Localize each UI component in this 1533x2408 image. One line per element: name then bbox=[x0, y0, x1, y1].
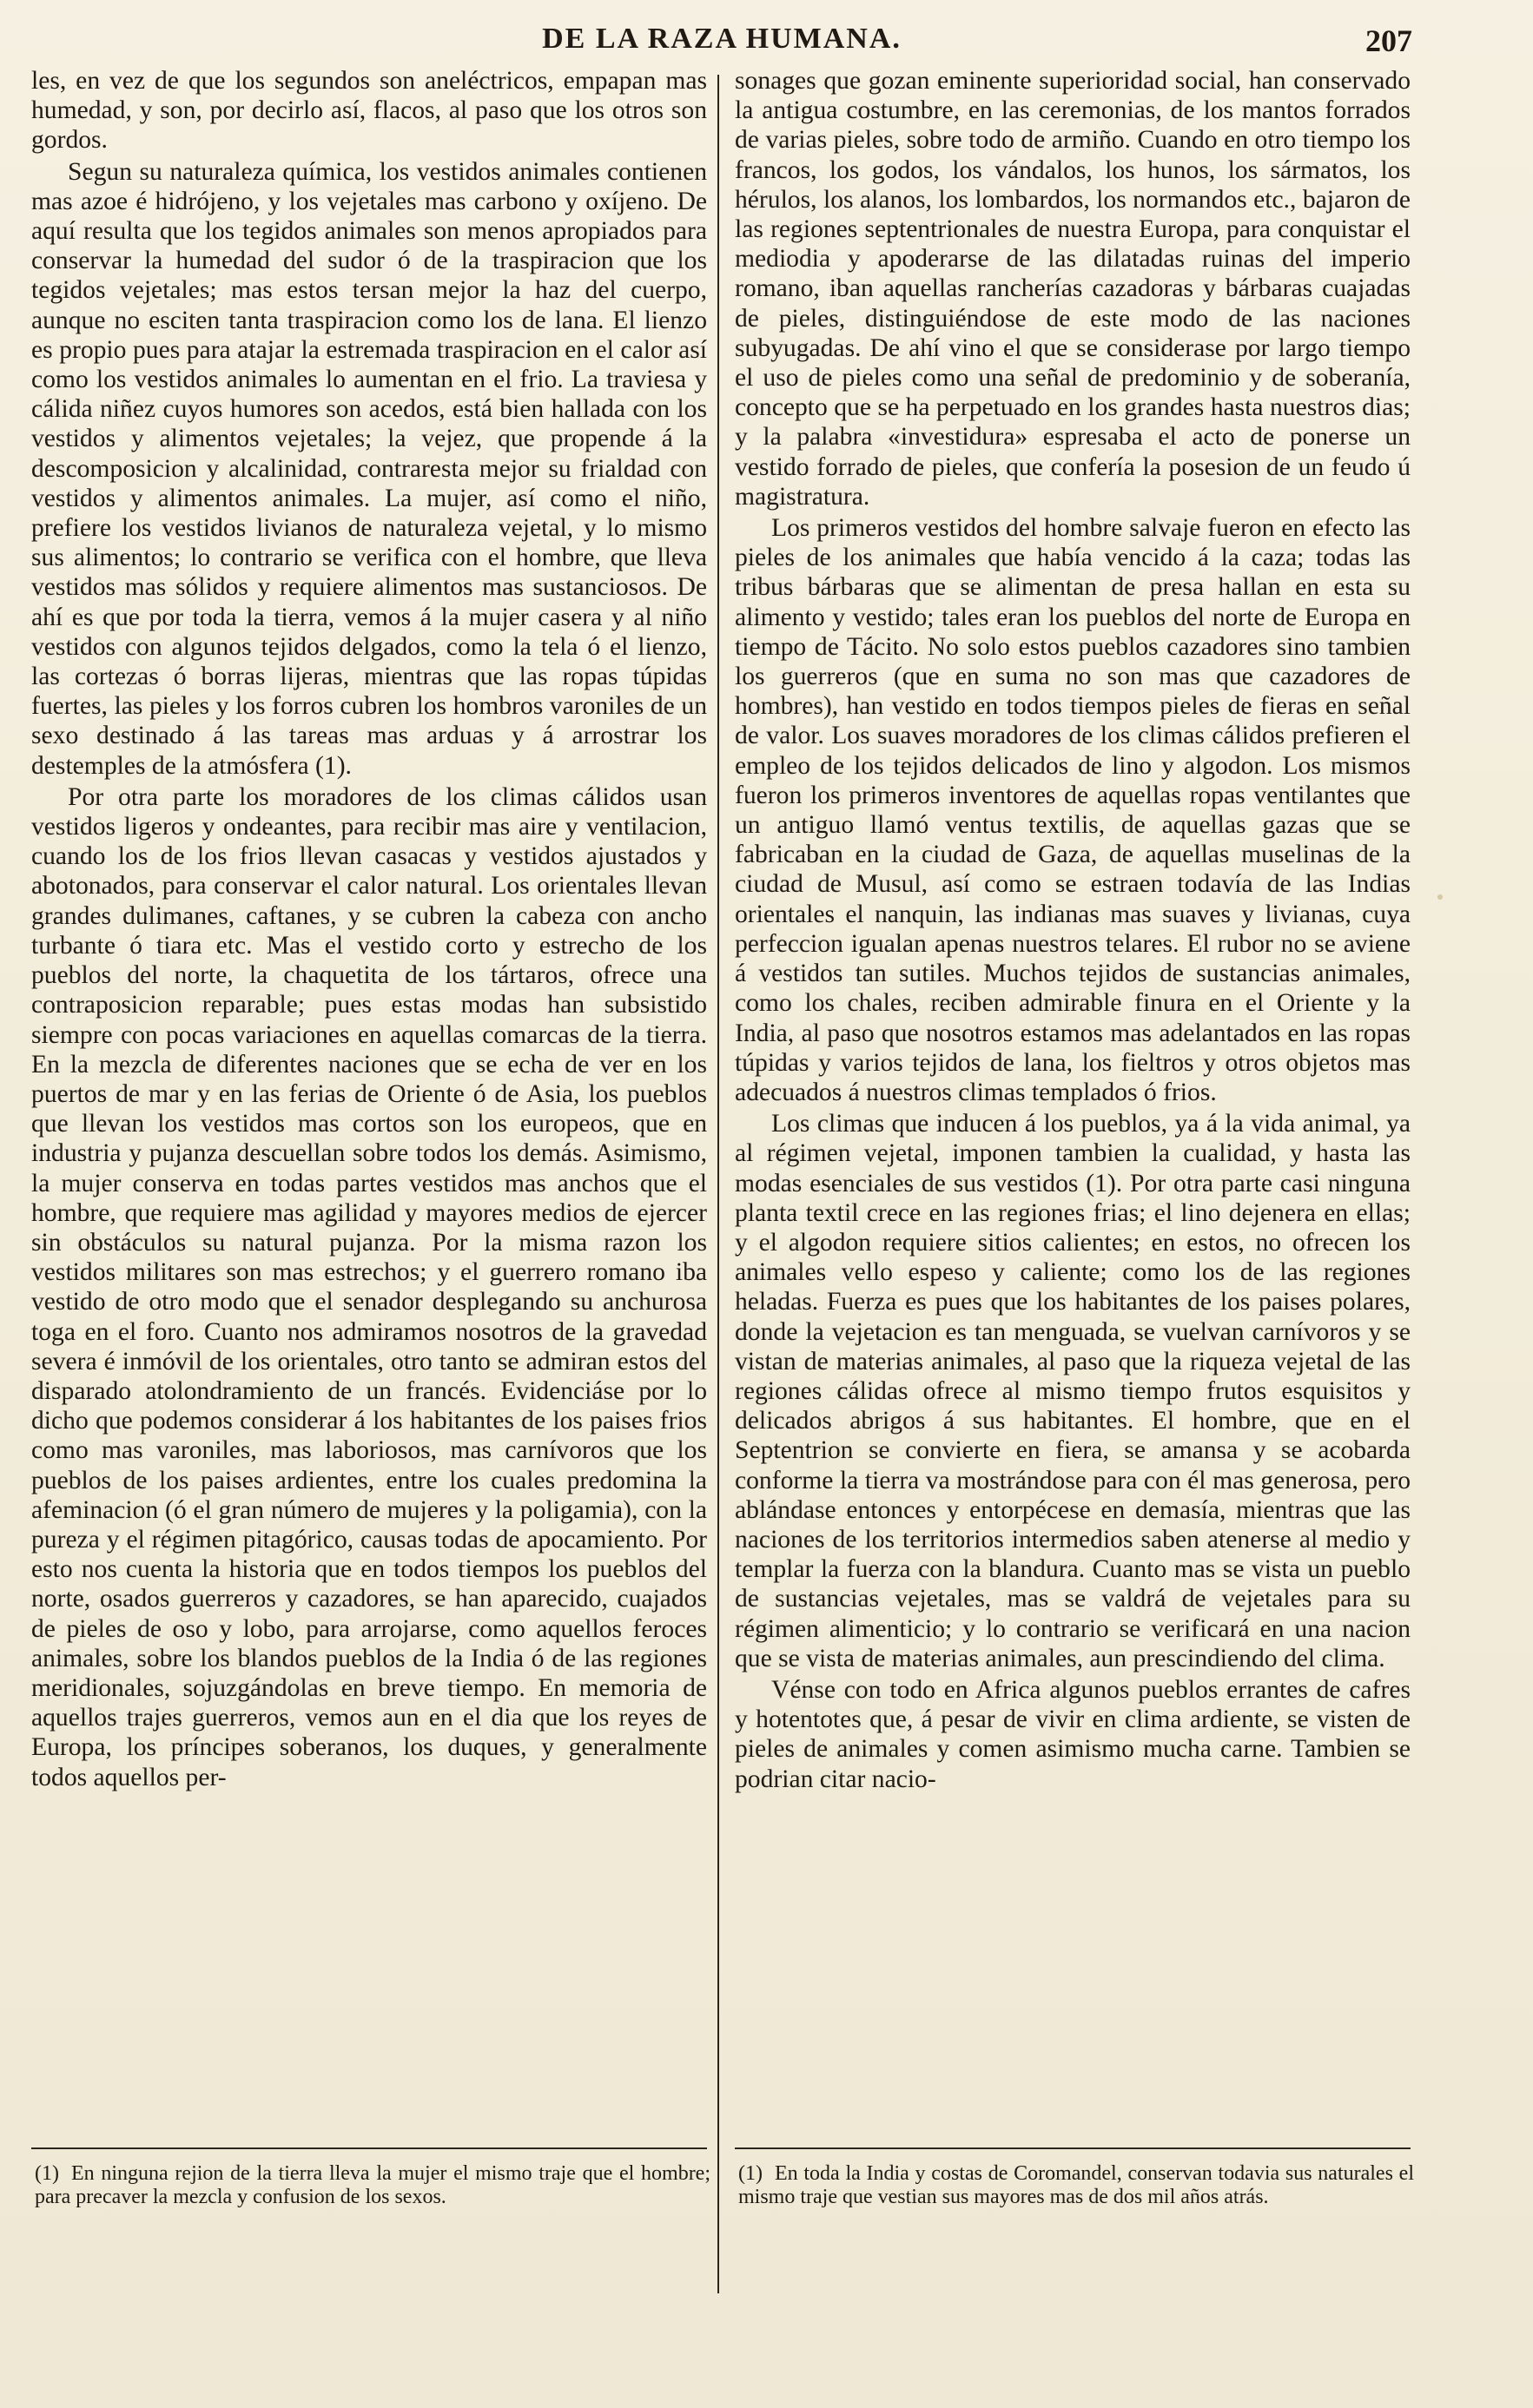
footnote-left-text: En ninguna rejion de la tierra lleva la mujer el mismo traje que el hombre; para precaver la mezcla y confusion de los sexos. bbox=[35, 2162, 710, 2208]
left-paragraph-1: les, en vez de que los segundos son aneléctricos, empapan mas humedad, y son, por decirlo así, flacos, al paso que los otros son gordos. bbox=[31, 67, 707, 155]
left-paragraph-3: Por otra parte los moradores de los climas cálidos usan vestidos ligeros y ondeantes, para recibir mas aire y ventilacion, cuando los de los frios llevan casacas y vestidos ajustados y abotonados, para conservar el calor natural. Los orientales llevan grandes dulimanes, caftanes, y se cubren la cabeza con ancho turbante ó tiara etc. Mas el vestido corto y estrecho de los pueblos del norte, la chaquetita de los tártaros, ofrece una contraposicion reparable; pues estas modas han subsistido siempre con pocas variaciones en aquellas comarcas de la tierra. En la mezcla de diferentes naciones que se echa de ver en los puertos de mar y en las ferias de Oriente ó de Asia, los pueblos que llevan los vestidos mas cortos son los europeos, que en industria y pujanza descuellan sobre todos los demás. Asimismo, la mujer conserva en todas partes vestidos mas anchos que el hombre, que requiere mas agilidad y mayores medios de ejercer sin obstáculos su natural pujanza. Por la misma razon los vestidos militares son mas estrechos; y el guerrero romano iba vestido de otro modo que el senador desplegando su anchurosa toga en el foro. Cuanto nos admiramos nosotros de la gravedad severa é inmóvil de los orientales, otro tanto se admiran estos del disparado atolondramiento de un francés. Evidenciáse por lo dicho que podemos considerar á los habitantes de los paises frios como mas varoniles, mas laboriosos, mas carnívoros que los pueblos de los paises ardientes, entre los cuales predomina la afeminacion (ó el gran número de mujeres y la poligamia), con la pureza y el régimen pitagórico, causas todas de apocamiento. Por esto nos cuenta la historia que en todos tiempos los pueblos del norte, osados guerreros y cazadores, se han aparecido, cuajados de pieles de oso y lobo, para arrojarse, como aquellos feroces animales, sobre los blandos pueblos de la India ó de las regiones meridionales, sojuzgándolas en breve tiempo. En memoria de aquellos trajes guerreros, vemos aun en el dia que los reyes de Europa, los príncipes soberanos, los duques, y generalmente todos aquellos per- bbox=[31, 782, 707, 1791]
right-paragraph-2: Los primeros vestidos del hombre salvaje fueron en efecto las pieles de los animales que había vencido á la caza; todas las tribus bárbaras que se alimentan de presa hallan en esta su alimento y vestido; tales eran los pueblos del norte de Europa en tiempo de Tácito. No solo estos pueblos cazadores sino tambien los guerreros (que en suma no son mas que cazadores de hombres), han vestido en todos tiempos pieles de fieras en señal de valor. Los suaves moradores de los climas cálidos prefieren el empleo de los tejidos delicados de lino y algodon. Los mismos fueron los primeros inventores de aquellas ropas ventilantes que un antiguo llamó ventus textilis, de aquellas gazas que se fabricaban en la ciudad de Gaza, de aquellas muselinas de la ciudad de Musul, así como se estraen todavía de las Indias orientales el nanquin, las indianas mas suaves y livianas, cuya perfeccion igualan apenas nuestros telares. El rubor no se aviene á vestidos tan sutiles. Muchos tejidos de sustancias animales, como los chales, reciben admirable finura en el Oriente y la India, al paso que nosotros estamos mas adelantados en las ropas túpidas y varios tejidos de lana, los fieltros y otros objetos mas adecuados á nuestros climas templados ó frios. bbox=[735, 514, 1411, 1106]
left-paragraph-2: Segun su naturaleza química, los vestidos animales contienen mas azoe é hidrójeno, y los vejetales mas carbono y oxíjeno. De aquí resulta que los tegidos animales son menos apropiados para conservar la humedad del sudor ó de la traspiracion que los tegidos vejetales; mas estos tersan mejor la haz del cuerpo, aunque no esciten tanta traspiracion como los de lana. El lienzo es propio pues para atajar la estremada traspiracion en el calor así como los vestidos animales lo aumentan en el frio. La traviesa y cálida niñez cuyos humores son acedos, está bien hallada con los vestidos y alimentos vejetales; la vejez, que propende á la descomposicion y alcalinidad, contraresta mejor su frialdad con vestidos y alimentos animales. La mujer, así como el niño, prefiere los vestidos livianos de naturaleza vejetal, y lo mismo sus alimentos; lo contrario se verifica con el hombre, que lleva vestidos mas sólidos y requiere alimentos mas sustanciosos. De ahí es que por toda la tierra, vemos á la mujer casera y al niño vestidos con algunos tejidos delgados, como la tela ó el lienzo, las cortezas ó borras lijeras, mientras que las ropas túpidas fuertes, las pieles y los forros cubren los hombros varoniles de un sexo destinado á las tareas mas arduas y á arrostrar los destemples de la atmósfera (1). bbox=[31, 157, 707, 780]
footnote-left-mark: (1) bbox=[35, 2162, 59, 2185]
left-column bbox=[31, 66, 707, 1792]
footnote-rule-left bbox=[31, 2147, 707, 2149]
column-divider bbox=[717, 75, 719, 2293]
footnote-right-mark: (1) bbox=[738, 2162, 763, 2185]
right-paragraph-3: Los climas que inducen á los pueblos, ya á la vida animal, ya al régimen vejetal, imponen tambien la cualidad, y hasta las modas esenciales de sus vestidos (1). Por otra parte casi ninguna planta textil crece en las regiones frias; el lino dejenera en ellas; y el algodon requiere sitios calientes; en estos, no ofrecen los animales vello espeso y caliente; como los de las regiones heladas. Fuerza es pues que los habitantes de los paises polares, donde la vejetacion es tan menguada, se vuelvan carnívoros y se vistan de materias animales, al paso que la riqueza vejetal de las regiones cálidas ofrece al mismo tiempo frutos esquisitos y delicados abrigos á sus habitantes. El hombre, que en el Septentrion se convierte en fiera, se amansa y se acobarda conforme la tierra va mostrándose para con él mas generosa, pero ablándase entonces y entorpécese en demasía, mientras que las naciones de los territorios intermedios saben atenerse al medio y templar la fuerza con la blandura. Cuanto mas se vista un pueblo de sustancias vejetales, mas se valdrá de vejetales para su régimen alimenticio; y lo contrario se verificará en una nacion que se vista de materias animales, aun prescindiendo del clima. bbox=[735, 1110, 1411, 1672]
right-column bbox=[735, 66, 1411, 1794]
footnote-right bbox=[738, 2162, 1414, 2209]
footnote-left bbox=[35, 2162, 710, 2209]
right-paragraph-1: sonages que gozan eminente superioridad social, han conservado la antigua costumbre, en las ceremonias, de los mantos forrados de varias pieles, sobre todo de armiño. Cuando en otro tiempo los francos, los godos, los vándalos, los hunos, los sármatos, los hérulos, los alanos, los lombardos, los normandos etc., bajaron de las regiones septentrionales de nuestra Europa, para conquistar el mediodia y apoderarse de las dilatadas ruinas del imperio romano, iban aquellas rancherías cazadoras y bárbaras cuajadas de pieles, distinguiéndose de este modo de las naciones subyugadas. De ahí vino el que se considerase por largo tiempo el uso de pieles como una señal de predominio y de soberanía, concepto que se ha perpetuado en los grandes hasta nuestros dias; y la palabra «investidura» espresaba el acto de ponerse un vestido forrado de pieles, que confería la posesion de un feudo ú magistratura. bbox=[735, 67, 1411, 511]
running-title: DE LA RAZA HUMANA. bbox=[542, 23, 902, 55]
footnote-rule-right bbox=[735, 2147, 1411, 2149]
right-paragraph-4: Vénse con todo en Africa algunos pueblos errantes de cafres y hotentotes que, á pesar de vivir en clima ardiente, se visten de pieles de animales y comen asimismo mucha carne. Tambien se podrian citar nacio- bbox=[735, 1675, 1411, 1793]
footnote-right-text: En toda la India y costas de Coromandel, conservan todavia sus naturales el mismo traje que vestian sus mayores mas de dos mil años atrás. bbox=[738, 2162, 1414, 2208]
print-bleed-dot bbox=[1437, 894, 1443, 900]
page-number: 207 bbox=[1365, 23, 1412, 58]
